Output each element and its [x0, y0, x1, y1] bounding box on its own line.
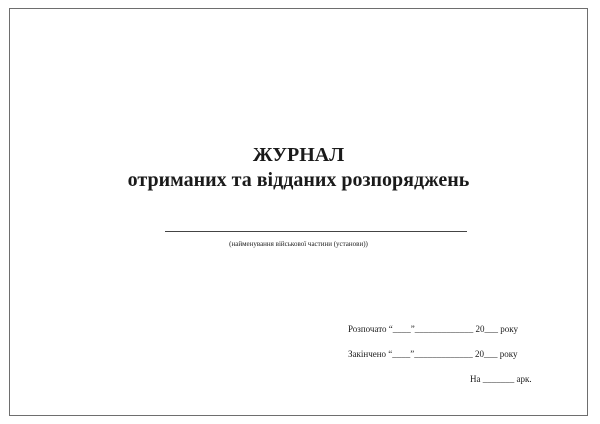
unit-name-caption: (найменування військової частини (установи)) [229, 240, 368, 248]
journal-title: ЖУРНАЛ [252, 144, 345, 166]
unit-name-underline [165, 231, 467, 232]
finished-date-line: Закінчено “____”_____________ 20___ року [348, 349, 518, 359]
sheet-count-line: На _______ арк. [470, 374, 532, 384]
started-date-line: Розпочато “____”_____________ 20___ року [348, 324, 519, 334]
journal-subtitle: отриманих та відданих розпоряджень [127, 169, 470, 191]
document-page [9, 8, 588, 416]
